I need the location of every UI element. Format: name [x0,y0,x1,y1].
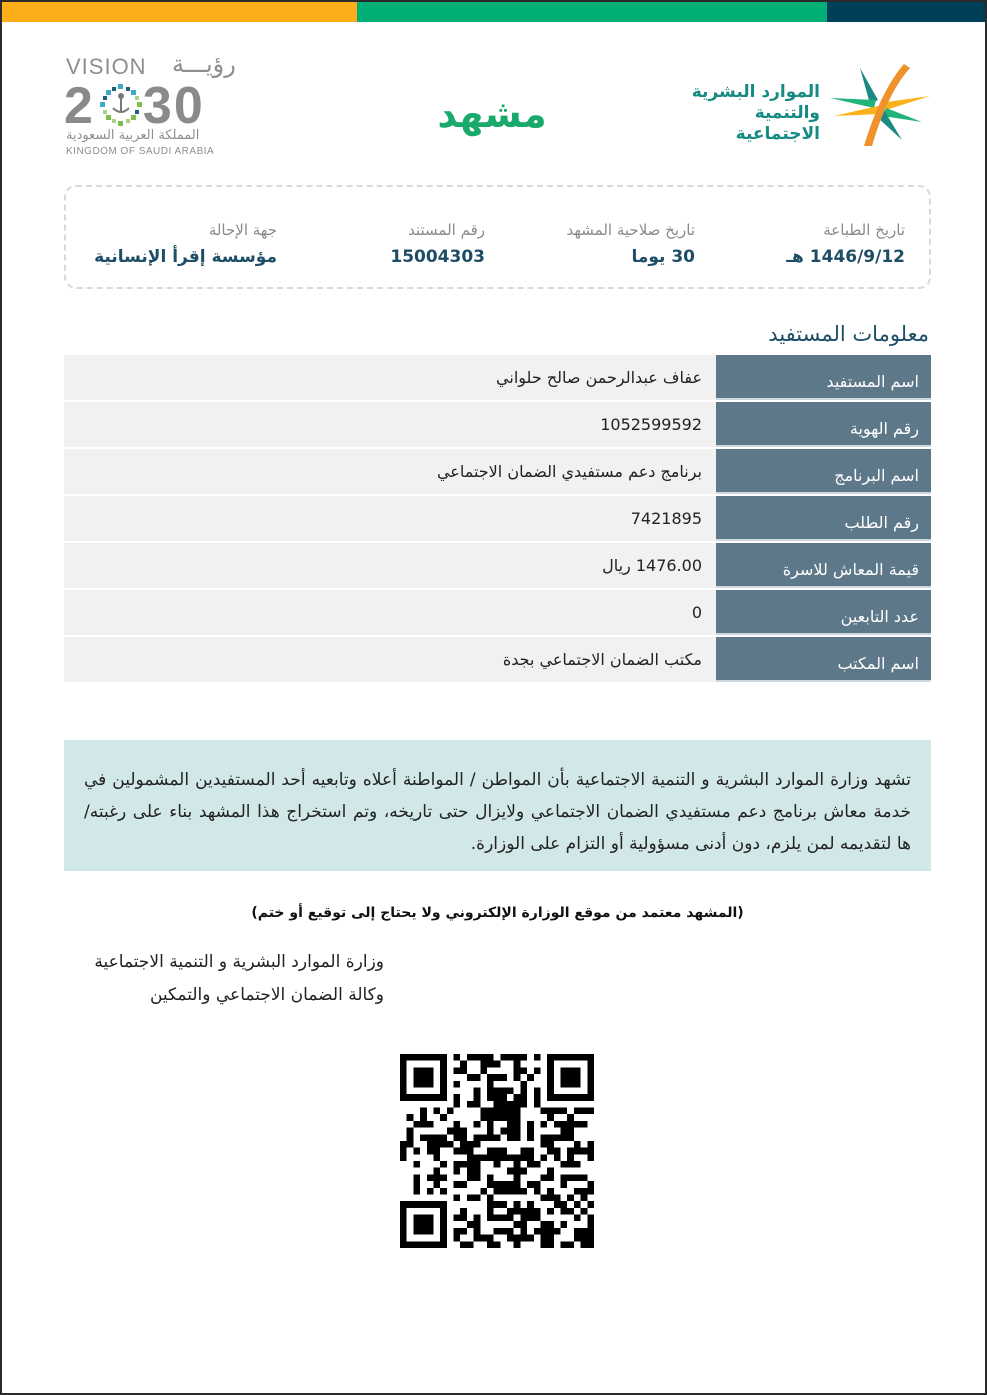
vision-2030-logo [64,50,236,164]
table-row [64,402,931,449]
ministry-logo [665,60,930,150]
hrsd-star-logo-icon [830,60,930,150]
table-row [64,543,931,590]
year-left: 2 [64,77,95,135]
org-ministry: وزارة الموارد البشرية و التنمية الاجتماعية [94,952,384,972]
ministry-logo-line1: الموارد البشرية [691,82,820,102]
table-row [64,355,931,402]
table-row [64,449,931,496]
row-label: اسم المكتب [716,637,931,682]
validity-value: 30 يوما [631,247,695,267]
ministry-logo-line2: والتنمية الاجتماعية [735,103,820,144]
row-value: عفاف عبدالرحمن صالح حلواني [64,355,716,400]
row-value: مكتب الضمان الاجتماعي بجدة [64,637,716,682]
issuing-organization [64,946,384,1012]
table-row [64,496,931,543]
row-value: برنامج دعم مستفيدي الضمان الاجتماعي [64,449,716,494]
document-info-box [64,185,931,289]
referral-party-label: جهة الإحالة [208,221,277,239]
document-number [390,221,485,267]
row-value: 7421895 [64,496,716,541]
org-agency: وكالة الضمان الاجتماعي والتمكين [149,985,384,1005]
beneficiary-section-title: معلومات المستفيد [768,322,929,346]
referral-party-value: مؤسسة إقرأ الإنسانية [94,247,277,267]
kingdom-arabic: المملكة العربية السعودية [66,128,200,143]
row-label: اسم البرنامج [716,449,931,494]
row-label: اسم المستفيد [716,355,931,400]
row-value: 1476.00 ريال [64,543,716,588]
ministry-logo-text [665,82,820,145]
vision-2030-emblem-icon [98,82,144,128]
validity-label: تاريخ صلاحية المشهد [566,221,695,239]
row-label: رقم الهوية [716,402,931,447]
top-bar-navy [827,2,985,22]
qr-modules [400,1054,594,1248]
document-number-value: 15004303 [390,247,485,267]
row-value: 0 [64,590,716,635]
row-label: عدد التابعين [716,590,931,635]
certification-statement: تشهد وزارة الموارد البشرية و التنمية الاجتماعية بأن المواطن / المواطنة أعلاه وتابعيه أحد المستفيدين المشمولين في خدمة معاش برنامج دعم مستفيدي الضمان الاجتماعي ولايزال حتى تاريخه، وتم استخراج هذا المشهد بناء على رغبته/ ها لتقديمه لمن يلزم، دون أدنى مسؤولية أو التزام على الوزارة. [64,740,931,871]
print-date [786,221,905,267]
vision-label: VISION [66,54,147,79]
year-right: 30 [142,77,205,135]
document-page [2,2,985,1393]
qr-code-icon [400,1054,594,1248]
kingdom-english: KINGDOM OF SAUDI ARABIA [66,146,215,157]
table-row [64,590,931,637]
row-label: رقم الطلب [716,496,931,541]
document-title: مشهد [437,92,547,136]
row-value: 1052599592 [64,402,716,447]
approval-note: (المشهد معتمد من موقع الوزارة الإلكتروني ولا يحتاج إلى توقيع أو ختم) [251,905,744,921]
beneficiary-table [64,355,931,684]
table-row [64,637,931,684]
row-label: قيمة المعاش للاسرة [716,543,931,588]
ruya-label: رؤيـــة [172,50,236,78]
document-number-label: رقم المستند [408,221,485,239]
print-date-value: 1446/9/12 هـ [786,247,905,267]
color-top-bar [2,2,985,22]
top-bar-orange [2,2,357,22]
validity [567,221,696,267]
referral-party [94,221,277,267]
print-date-label: تاريخ الطباعة [823,221,905,239]
top-bar-green [357,2,827,22]
